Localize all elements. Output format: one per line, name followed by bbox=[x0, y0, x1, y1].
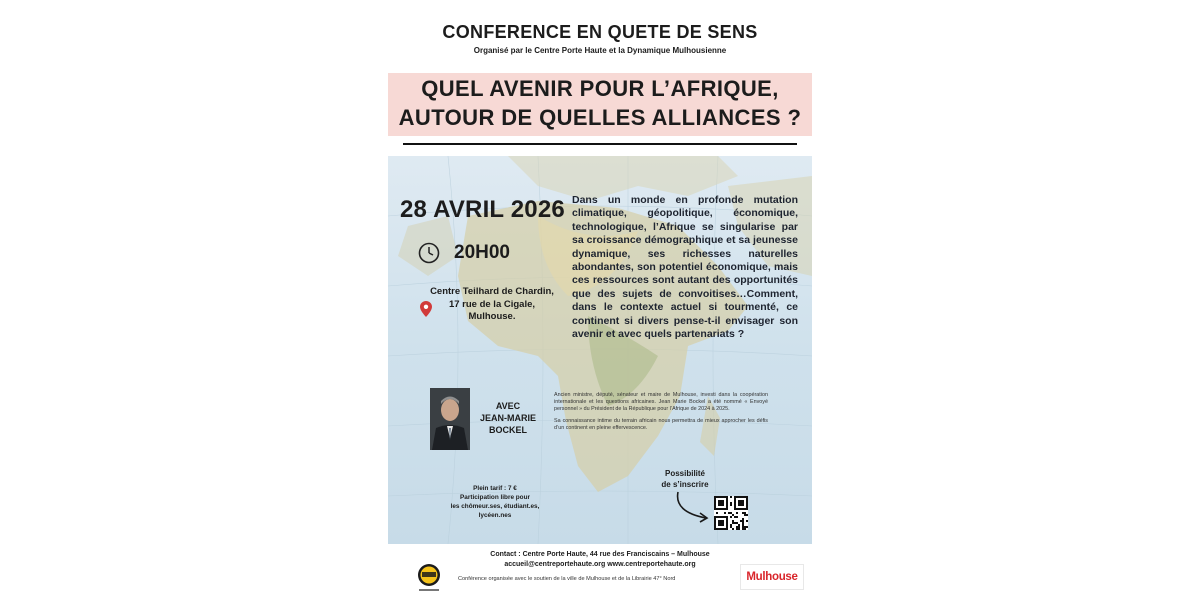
avec-label: AVEC bbox=[495, 401, 521, 411]
qr-code-icon[interactable] bbox=[714, 496, 748, 530]
event-time: 20H00 bbox=[454, 242, 510, 263]
signup-line-1: Possibilité bbox=[664, 469, 705, 478]
venue-line-2: 17 rue de la Cigale, bbox=[448, 298, 536, 310]
banner-line-2: AUTOUR DE QUELLES ALLIANCES ? bbox=[398, 105, 802, 130]
mulhouse-logo bbox=[740, 564, 804, 590]
organizer-subtitle: Organisé par le Centre Porte Haute et la Dynamique Mulhousienne bbox=[473, 46, 727, 55]
speaker-name-line-1: JEAN-MARIE bbox=[479, 413, 536, 423]
description-paragraph: Dans un monde en profonde mutation climatique, géopolitique, économique, technologique, l’Afrique se singularise par sa croissance démographique et sa jeunesse dynamique, ses richesses naturelles abondantes, son potentiel économique, mais ces ressources sont autant des opportunités que des sujets de convoitises…Comment, dans le contexte actuel si tourmenté, ce continent si divers pense-t-il envisager son avenir et avec quels partenariats ? bbox=[572, 194, 798, 341]
curved-arrow-icon bbox=[672, 490, 712, 529]
venue-address bbox=[412, 286, 572, 324]
speaker-name-block bbox=[478, 400, 538, 436]
pricing-line-1: Plein tarif : 7 € bbox=[473, 485, 517, 492]
mulhouse-logo-text: Mulhouse bbox=[746, 571, 798, 583]
contact-line-2[interactable]: accueil@centreportehaute.org www.centreportehaute.org bbox=[504, 561, 696, 568]
clock-icon bbox=[418, 242, 440, 269]
pricing-line-4: lycéen.nes bbox=[478, 512, 512, 519]
pricing-line-3: les chômeur.ses, étudiant.es, bbox=[450, 503, 540, 510]
speaker-bio bbox=[554, 392, 768, 437]
divider-rule bbox=[403, 143, 797, 145]
signup-label bbox=[650, 468, 720, 490]
africa-map-background bbox=[388, 156, 812, 544]
speaker-name-line-2: BOCKEL bbox=[489, 425, 527, 435]
question-banner bbox=[388, 73, 812, 136]
speaker-bio-p2: Sa connaissance intime du terrain africain nous permettra de mieux approcher les défis d’un continent en pleine effervescence. bbox=[554, 418, 768, 432]
venue-line-3: Mulhouse. bbox=[468, 311, 516, 322]
speaker-photo bbox=[430, 388, 470, 450]
conference-title: CONFERENCE EN QUETE DE SENS bbox=[442, 22, 758, 42]
footer-support-note: Conférence organisée avec le soutien de la ville de Mulhouse et de la Librairie 47° Nord bbox=[458, 576, 676, 582]
speaker-bio-p1: Ancien ministre, député, sénateur et maire de Mulhouse, investi dans la coopération internationale et les questions africaines. Jean Marie Bockel a été nommé « Envoyé personnel » du Président de la République pour l’Afrique de 2024 à 2025. bbox=[554, 392, 768, 413]
event-date: 28 AVRIL 2026 bbox=[400, 196, 565, 223]
poster bbox=[388, 0, 812, 600]
venue-line-1: Centre Teilhard de Chardin, bbox=[430, 286, 554, 297]
signup-line-2: de s’inscrire bbox=[661, 480, 709, 489]
librairie-logo bbox=[416, 563, 442, 598]
banner-line-1: QUEL AVENIR POUR L’AFRIQUE, bbox=[421, 76, 779, 101]
contact-line-1: Contact : Centre Porte Haute, 44 rue des Franciscains – Mulhouse bbox=[490, 551, 710, 558]
pricing-block bbox=[438, 484, 552, 520]
pricing-line-2: Participation libre pour bbox=[460, 494, 530, 501]
